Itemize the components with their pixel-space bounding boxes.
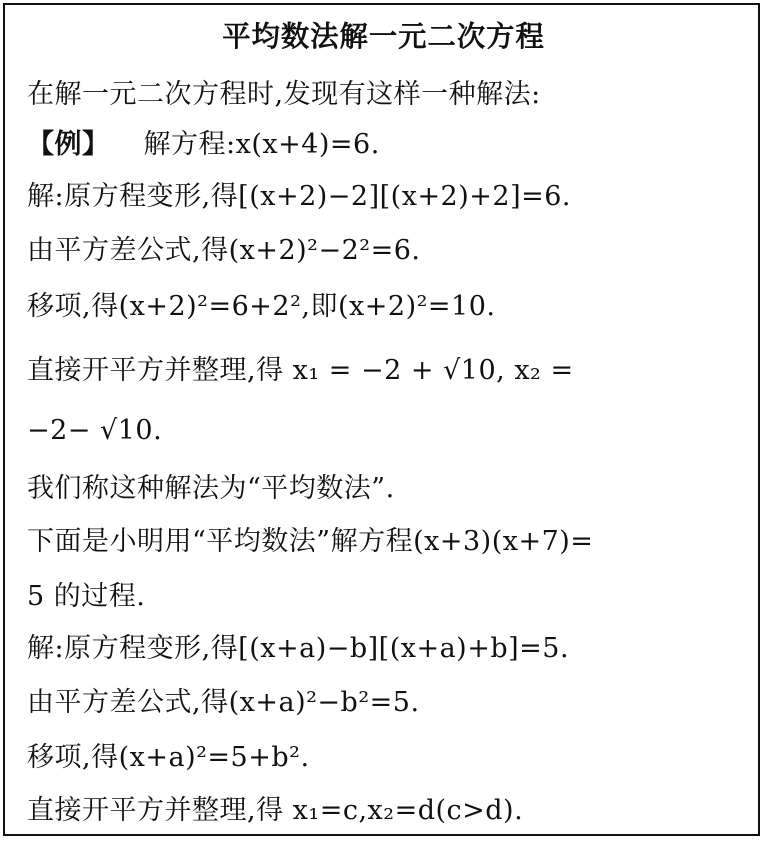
solution-line-1: 解:原方程变形,得[(x+2)−2][(x+2)+2]=6.	[27, 181, 571, 212]
solution-line-3: 移项,得(x+2)²=6+2²,即(x+2)²=10.	[27, 291, 496, 322]
solution-line-5: −2− √10.	[27, 415, 163, 446]
example-line	[27, 127, 380, 163]
problem-frame	[3, 3, 760, 836]
example-text: 解方程:x(x+4)=6.	[143, 129, 380, 160]
task-line-2: 5 的过程.	[27, 581, 146, 612]
page-title: 平均数法解一元二次方程	[222, 20, 545, 53]
process-line-2: 由平方差公式,得(x+a)²−b²=5.	[27, 687, 420, 718]
process-line-4: 直接开平方并整理,得 x₁=c,x₂=d(c>d).	[27, 795, 524, 826]
example-tag: 【例】	[27, 129, 110, 160]
solution-line-4: 直接开平方并整理,得 x₁ = −2 + √10, x₂ =	[27, 355, 574, 386]
process-line-3: 移项,得(x+a)²=5+b².	[27, 742, 310, 773]
solution-line-2: 由平方差公式,得(x+2)²−2²=6.	[27, 235, 421, 266]
intro-text: 在解一元二次方程时,发现有这样一种解法:	[27, 79, 541, 110]
task-line-1: 下面是小明用“平均数法”解方程(x+3)(x+7)=	[27, 526, 594, 557]
process-line-1: 解:原方程变形,得[(x+a)−b][(x+a)+b]=5.	[27, 633, 570, 664]
method-name-line: 我们称这种解法为“平均数法”.	[27, 473, 395, 504]
